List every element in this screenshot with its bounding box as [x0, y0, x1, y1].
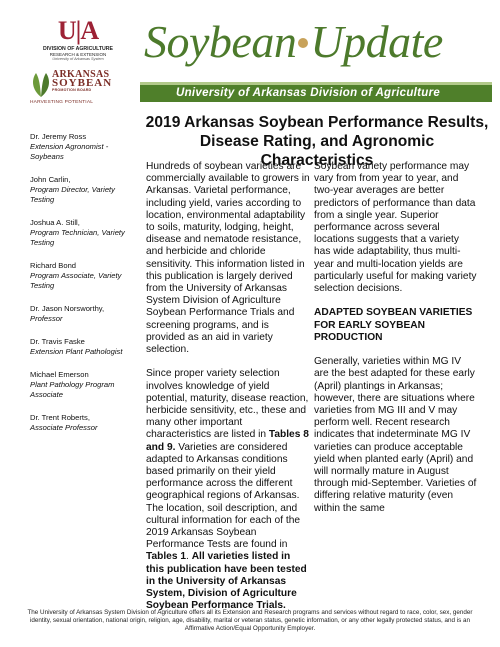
- ua-logo-mark: U|A: [57, 16, 99, 45]
- staff-role: Plant Pathology Program Associate: [30, 380, 115, 399]
- ua-logo-line1: DIVISION OF AGRICULTURE: [42, 46, 114, 52]
- ua-logo-line3: University of Arkansas System: [52, 57, 104, 61]
- staff-name: Dr. Trent Roberts,: [30, 413, 90, 422]
- staff-name: John Carlin,: [30, 175, 71, 184]
- staff-role: Program Associate, Variety Testing: [30, 271, 122, 290]
- staff-item: [30, 370, 134, 400]
- p2-tables-8-9: Tables 8 and 9.: [146, 429, 309, 453]
- staff-sidebar: [30, 132, 134, 446]
- ua-division-logo: [28, 18, 128, 61]
- staff-role: Program Director, Variety Testing: [30, 185, 115, 204]
- staff-item: [30, 261, 134, 291]
- staff-item: [30, 337, 134, 357]
- p2-text-c: Varieties are considered adapted to Arkansas conditions based primarily on their yield performance across the different geographical regions of Arkansas. The location, soil description, and cultural information for each of the 2019 Arkansas Soybean Performance Tests are found in: [146, 441, 301, 551]
- staff-name: Dr. Jeremy Ross: [30, 132, 87, 141]
- paragraph-intro: Hundreds of soybean varieties are commercially available to growers in Arkansas. Varietal performance, including yield, varies according to location, environmental adaptability to soils, maturity, lodging, height, disease and nematode resistance, and herbicide and chloride sensitivity. This information listed in this publication is largely derived from the University of Arkansas System Division of Agriculture Soybean Performance Trials and screening programs, and is provided as an aid in variety selection.: [146, 161, 310, 356]
- staff-name: Richard Bond: [30, 261, 77, 270]
- staff-name: Joshua A. Still,: [30, 218, 80, 227]
- masthead-title: [144, 14, 443, 70]
- p2-tables-1: Tables 1: [146, 551, 187, 563]
- staff-item: [30, 132, 134, 162]
- staff-item: [30, 413, 134, 433]
- p2-tested-statement: All varieties listed in this publication have been tested in the University of Arkansas System, Division of Agriculture Soybean Performance Trials.: [146, 551, 307, 612]
- staff-role: Extension Agronomist - Soybeans: [30, 142, 109, 161]
- masthead-title-part2: Update: [310, 16, 443, 67]
- staff-item: [30, 175, 134, 205]
- masthead-title-part1: Soybean: [144, 16, 297, 67]
- staff-role: Professor: [30, 314, 63, 323]
- footer-disclaimer: The University of Arkansas System Division of Agriculture offers all its Extension and Research programs and services without regard to race, color, sex, gender identity, sexual orientation, national origin, religion, age, disability, marital or veteran status, genetic information, or any other legally protected status, and is an Affirmative Action/Equal Opportunity Employer.: [27, 609, 473, 632]
- staff-item: [30, 218, 134, 248]
- p2-text-a: Since proper variety selection involves knowledge of yield potential, maturity, disease reaction, herbicide sensitivity, etc., these and many other important characteristics are listed in: [146, 368, 309, 441]
- staff-name: Dr. Travis Faske: [30, 337, 85, 346]
- paragraph-variety-selection: [146, 368, 310, 612]
- soybean-leaf-icon: [30, 70, 52, 98]
- paragraph-performance: Soybean variety performance may vary from from year to year, and two-year averages are better predictors of performance than data from a single year. Superior performance across several locations suggests that a variety has wide adaptability, thus multi-year and multi-location yields are particularly useful for making variety selection decisions.: [314, 161, 477, 295]
- article-column-left: [146, 161, 310, 625]
- staff-role: Associate Professor: [30, 423, 98, 432]
- section-heading: ADAPTED SOYBEAN VARIETIES FOR EARLY SOYBEAN PRODUCTION: [314, 307, 473, 343]
- paragraph-early-production: Generally, varieties within MG IV are the best adapted for these early (April) plantings in Arkansas; however, there are situations where varieties from MG III and V may perform well. Recent research indicates that indeterminate MG IV varieties can produce acceptable yield when planted early (April) and will normally mature in August through mid-September. Varieties of differing relative maturity (even within the same: [314, 356, 477, 514]
- masthead: [140, 14, 492, 76]
- asp-logo-line2: SOYBEAN: [52, 77, 113, 89]
- banner-text: University of Arkansas Division of Agriculture: [176, 87, 441, 99]
- p2-text-e: .: [186, 551, 192, 563]
- staff-role: Extension Plant Pathologist: [30, 347, 123, 356]
- soybean-dot-icon: [298, 38, 308, 48]
- staff-name: Dr. Jason Norsworthy,: [30, 304, 105, 313]
- staff-item: [30, 304, 134, 324]
- article-column-right: [314, 161, 478, 527]
- ua-logo-line2: RESEARCH & EXTENSION: [49, 52, 107, 57]
- asp-logo-tagline: HARVESTING POTENTIAL: [30, 100, 94, 105]
- staff-role: Program Technician, Variety Testing: [30, 228, 125, 247]
- asp-logo-line1: ARKANSAS: [52, 69, 110, 80]
- arkansas-soybean-logo: [30, 68, 128, 108]
- asp-logo-line3: PROMOTION BOARD: [52, 88, 92, 92]
- masthead-banner: [140, 82, 492, 102]
- article-headline: 2019 Arkansas Soybean Performance Results, Disease Rating, and Agronomic Characteristics: [145, 114, 489, 169]
- staff-name: Michael Emerson: [30, 370, 89, 379]
